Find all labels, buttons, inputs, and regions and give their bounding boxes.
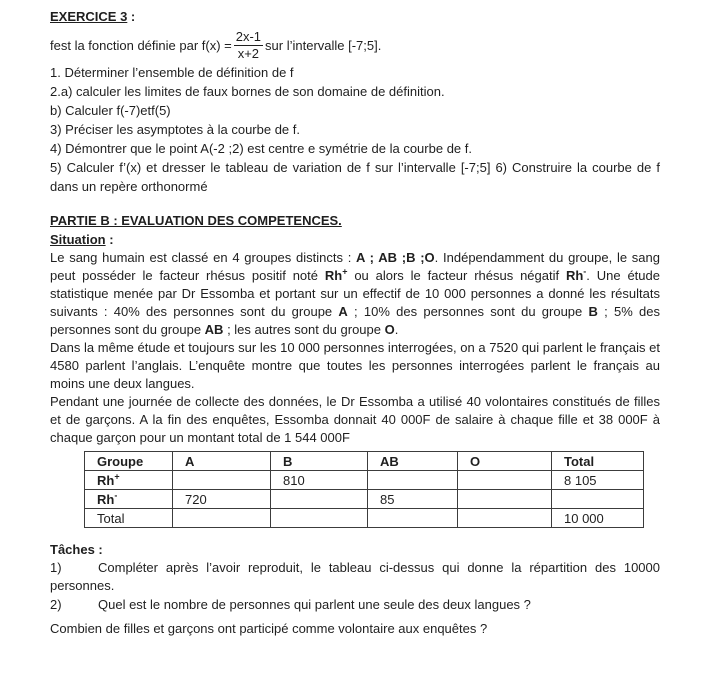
table-row-total (85, 509, 644, 528)
table-header-row (85, 452, 644, 471)
text-run: Rh (565, 268, 584, 283)
task-2-text: Quel est le nombre de personnes qui parlent une seule des deux langues ? (98, 596, 531, 612)
row-label-rh-negative (85, 490, 173, 509)
exercise-items (50, 63, 660, 196)
rh-positive (325, 268, 348, 283)
exercise-title-text: EXERCICE 3 (50, 9, 128, 24)
group-o: O (384, 322, 395, 337)
rh-negative-sup: - (583, 266, 587, 277)
exercise-item-2b: b) Calculer f(-7)etf(5) (50, 103, 171, 118)
task-2 (50, 596, 660, 614)
text-run: ou alors le facteur rhésus négatif (347, 268, 566, 283)
exercise-item-3: 3) Préciser les asymptotes à la courbe de f. (50, 122, 301, 137)
header-a: A (173, 452, 271, 471)
text-run: . Indépendamment du groupe, le sang peut posséder le facteur rhésus positif noté (50, 250, 660, 283)
table-cell (173, 509, 271, 528)
row-label-total: Total (85, 509, 173, 528)
fraction-numerator: 2x-1 (235, 28, 262, 44)
final-question: Combien de filles et garçons ont participé comme volontaire aux enquêtes ? (50, 621, 488, 637)
row-label-text: Rh (97, 491, 115, 507)
table-cell (271, 509, 368, 528)
paragraph-languages: Dans la même étude et toujours sur les 10 000 personnes interrogées, on a 7520 qui parlent le français et 4580 parlent l’anglais. L’enquête montre que toutes les personnes interrogées parlent le français au moins une deux langues. (50, 340, 660, 391)
table-cell: 720 (173, 490, 271, 509)
rh-negative (566, 268, 586, 283)
header-total: Total (552, 452, 644, 471)
table-cell (458, 490, 552, 509)
text-run: ; 10% des personnes sont du groupe (347, 304, 589, 319)
group-a: A (338, 304, 348, 319)
taches-label: Tâches : (50, 542, 103, 557)
table-cell: 8 105 (552, 471, 644, 490)
text-run: . Une étude statistique menée par Dr Essomba et portant sur un effectif de 10 000 personnes a donné les résultats suivants : 40% des personnes sont du groupe (50, 268, 660, 319)
header-b: B (271, 452, 368, 471)
function-definition-before: fest la fonction définie par f(x) = (50, 37, 232, 53)
task-1 (50, 559, 660, 596)
row-label-sup: + (114, 471, 120, 482)
blood-groups-list: A ; AB ;B ;O (356, 250, 435, 265)
table-row-rh-positive (85, 471, 644, 490)
blood-group-table (84, 451, 644, 528)
group-ab: AB (204, 322, 224, 337)
paragraph-volunteers: Pendant une journée de collecte des données, le Dr Essomba a utilisé 40 volontaires constitués de filles et de garçons. A la fin des enquêtes, Essomba donnait 40 000F de salaire à chaque fille et 38 000F à chaque garçon pour un montant total de 1 544 000F (50, 394, 660, 445)
task-2-number: 2) (50, 596, 62, 612)
fraction (234, 30, 263, 61)
row-label-rh-positive (85, 471, 173, 490)
header-ab: AB (368, 452, 458, 471)
text-run: ; les autres sont du groupe (223, 322, 385, 337)
text-run: Le sang humain est classé en 4 groupes distincts : (50, 250, 357, 265)
exercise-item-5-6: 5) Calculer f’(x) et dresser le tableau de variation de f sur l’intervalle [-7;5] 6) Construire la courbe de f dans un repère orthonormé (50, 160, 660, 194)
table-cell: 85 (368, 490, 458, 509)
situation-label (50, 230, 660, 249)
table-cell (173, 471, 271, 490)
table-cell (271, 490, 368, 509)
header-groupe: Groupe (85, 452, 173, 471)
table-cell: 810 (271, 471, 368, 490)
exercise-title (50, 8, 660, 25)
exercise-item-1: 1. Déterminer l’ensemble de définition de f (50, 65, 294, 80)
table-cell (458, 471, 552, 490)
table-cell: 10 000 (552, 509, 644, 528)
rh-positive-sup: + (342, 266, 348, 277)
text-run: ; 5% des personnes sont du groupe (50, 304, 660, 337)
table-cell (458, 509, 552, 528)
group-b: B (588, 304, 598, 319)
table-cell (368, 471, 458, 490)
part-b-heading: PARTIE B : EVALUATION DES COMPETENCES. (50, 213, 342, 228)
situation-label-text: Situation (50, 232, 106, 247)
table-cell (552, 490, 644, 509)
exercise-item-4: 4) Démontrer que le point A(-2 ;2) est centre e symétrie de la courbe de f. (50, 141, 472, 156)
header-o: O (458, 452, 552, 471)
text-run: . (394, 322, 399, 337)
row-label-sup: - (114, 490, 118, 501)
paragraph-blood-groups (50, 249, 660, 339)
table-row-rh-negative (85, 490, 644, 509)
exercise-item-2a: 2.a) calculer les limites de faux bornes de son domaine de définition. (50, 84, 445, 99)
function-definition-line (50, 29, 660, 61)
task-1-text: Compléter après l’avoir reproduit, le tableau ci-dessus qui donne la répartition des 10000 personnes. (50, 560, 660, 594)
table-cell (368, 509, 458, 528)
row-label-text: Rh (97, 472, 115, 488)
function-definition-after: sur l’intervalle [-7;5]. (265, 37, 382, 53)
exercise-title-colon: : (127, 9, 136, 24)
text-run: Rh (324, 268, 343, 283)
task-1-number: 1) (50, 560, 62, 575)
fraction-denominator: x+2 (237, 45, 260, 61)
situation-label-colon: : (105, 232, 114, 247)
